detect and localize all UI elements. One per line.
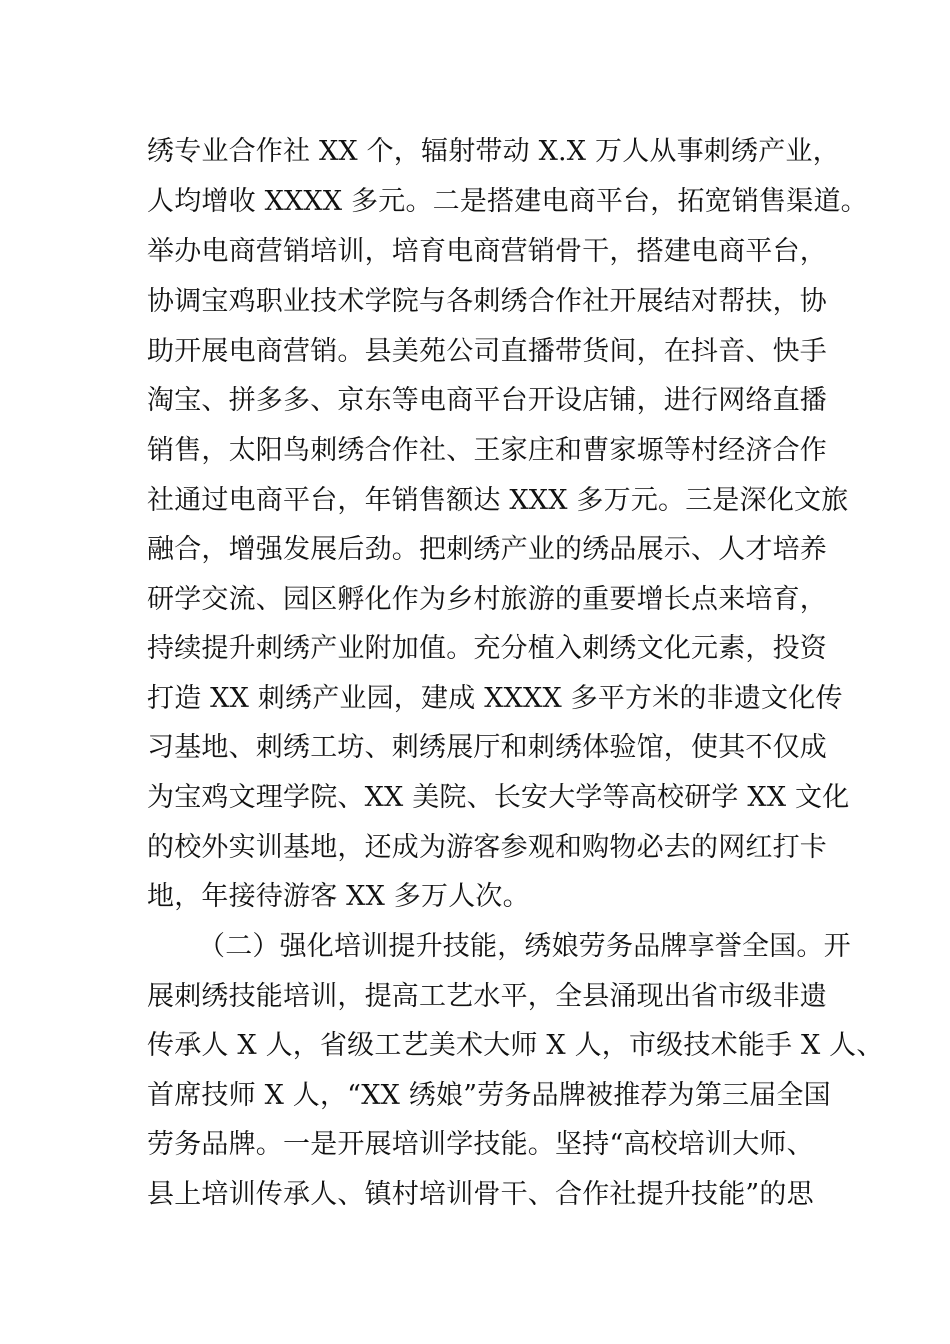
text-line-20: 首席技师 X 人，“XX 绣娘”劳务品牌被推荐为第三届全国	[147, 1080, 831, 1111]
text-line-22: 县上培训传承人、镇村培训骨干、合作社提升技能”的思	[147, 1179, 814, 1210]
text-line-16: 地，年接待游客 XX 多万人次。	[147, 881, 530, 912]
text-line-3: 举办电商营销培训，培育电商营销骨干，搭建电商平台，	[147, 236, 827, 267]
text-line-12: 打造 XX 刺绣产业园，建成 XXXX 多平方米的非遗文化传	[147, 683, 843, 714]
text-line-21: 劳务品牌。一是开展培训学技能。坚持“高校培训大师、	[147, 1129, 814, 1160]
text-line-5: 助开展电商营销。县美苑公司直播带货间，在抖音、快手	[147, 336, 827, 367]
text-line-13: 习基地、刺绣工坊、刺绣展厅和刺绣体验馆，使其不仅成	[147, 732, 827, 763]
text-line-4: 协调宝鸡职业技术学院与各刺绣合作社开展结对帮扶，协	[147, 286, 827, 317]
text-line-15: 的校外实训基地，还成为游客参观和购物必去的网红打卡	[147, 832, 827, 863]
text-line-8: 社通过电商平台，年销售额达 XXX 多万元。三是深化文旅	[147, 485, 849, 516]
text-line-10: 研学交流、园区孵化作为乡村旅游的重要增长点来培育，	[147, 584, 827, 615]
section-heading-line: （二）强化培训提升技能，绣娘劳务品牌享誉全国。开	[198, 931, 851, 962]
text-line-19: 传承人 X 人，省级工艺美术大师 X 人，市级技术能手 X 人、	[147, 1030, 884, 1061]
text-line-2: 人均增收 XXXX 多元。二是搭建电商平台，拓宽销售渠道。	[147, 186, 868, 217]
text-line-7: 销售，太阳鸟刺绣合作社、王家庄和曹家塬等村经济合作	[147, 435, 827, 466]
text-line-9: 融合，增强发展后劲。把刺绣产业的绣品展示、人才培养	[147, 534, 827, 565]
text-line-18: 展刺绣技能培训，提高工艺水平，全县涌现出省市级非遗	[147, 981, 827, 1012]
text-line-1: 绣专业合作社 XX 个，辐射带动 X.X 万人从事刺绣产业，	[147, 136, 840, 167]
text-line-6: 淘宝、拼多多、京东等电商平台开设店铺，进行网络直播	[147, 385, 827, 416]
text-line-11: 持续提升刺绣产业附加值。充分植入刺绣文化元素，投资	[147, 633, 827, 664]
text-line-14: 为宝鸡文理学院、XX 美院、长安大学等高校研学 XX 文化	[147, 782, 850, 813]
